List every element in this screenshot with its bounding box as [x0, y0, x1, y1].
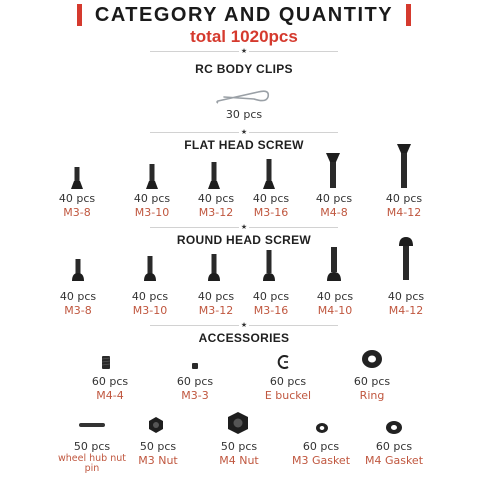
item-label: M4 Nut [219, 454, 259, 467]
item-label: M4 Gasket [364, 454, 424, 467]
item-label: M3-10 [132, 304, 168, 317]
item-label: M3-3 [181, 389, 209, 402]
item-label: M3 Nut [138, 454, 178, 467]
item-label: E buckel [264, 389, 312, 402]
washer-icon [385, 420, 403, 435]
item-qty: 40 pcs [133, 192, 171, 205]
item-qty: 60 pcs [302, 440, 340, 453]
divider-star: ★ [240, 128, 248, 136]
round-head-screw-icon [207, 252, 221, 282]
round-head-screw-icon [71, 257, 85, 282]
item-qty: 50 pcs [220, 440, 258, 453]
item-qty: 40 pcs [59, 290, 97, 303]
flat-head-screw-icon [207, 160, 221, 190]
item-qty: 40 pcs [252, 192, 290, 205]
flat-head-screw-icon [325, 152, 341, 190]
section-title-rc-body-clips: RC BODY CLIPS [195, 62, 293, 76]
item-label: M4-4 [96, 389, 124, 402]
item-label: M4-12 [386, 206, 422, 219]
divider-star: ★ [240, 321, 248, 329]
item-label: M3-16 [253, 206, 289, 219]
item-qty: 40 pcs [385, 192, 423, 205]
divider-star: ★ [240, 47, 248, 55]
round-head-screw-icon [262, 249, 276, 282]
item-qty: 50 pcs [139, 440, 177, 453]
section-title-accessories: ACCESSORIES [198, 331, 290, 345]
lock-nut-icon [227, 411, 249, 435]
divider-star: ★ [240, 223, 248, 231]
ring-icon [360, 348, 384, 370]
item-qty: 40 pcs [197, 192, 235, 205]
item-qty: 40 pcs [197, 290, 235, 303]
item-label: Ring [359, 389, 385, 402]
item-qty: 40 pcs [315, 192, 353, 205]
flat-head-screw-icon [396, 143, 412, 190]
item-qty: 60 pcs [91, 375, 129, 388]
item-label: M3 Gasket [291, 454, 351, 467]
item-qty: 60 pcs [353, 375, 391, 388]
page-title: CATEGORY AND QUANTITY [94, 4, 394, 26]
item-label: M3-16 [253, 304, 289, 317]
round-head-screw-icon [326, 246, 342, 282]
round-head-screw-icon [143, 254, 157, 282]
set-screw-icon [101, 355, 111, 370]
section-title-round-head-screw: ROUND HEAD SCREW [176, 233, 312, 247]
body-clip-icon [214, 85, 274, 107]
item-label: M4-8 [320, 206, 348, 219]
item-qty: 40 pcs [58, 192, 96, 205]
item-qty: 30 pcs [225, 108, 263, 121]
item-qty: 40 pcs [316, 290, 354, 303]
set-screw-icon [191, 362, 199, 370]
flat-head-screw-icon [70, 165, 84, 190]
item-label: M4-10 [317, 304, 353, 317]
e-clip-icon [276, 354, 292, 370]
washer-icon [315, 422, 329, 434]
total-count: total 1020pcs [190, 27, 298, 46]
item-label: M3-12 [198, 206, 234, 219]
item-qty: 60 pcs [176, 375, 214, 388]
item-label: wheel hub nut pin [58, 453, 126, 474]
item-qty: 50 pcs [73, 440, 111, 453]
item-label: M3-8 [64, 304, 92, 317]
item-qty: 40 pcs [252, 290, 290, 303]
flat-head-screw-icon [262, 158, 276, 190]
hub-pin-icon [78, 421, 106, 429]
round-head-screw-icon [398, 236, 414, 282]
item-qty: 60 pcs [269, 375, 307, 388]
item-qty: 60 pcs [375, 440, 413, 453]
lock-nut-icon [148, 416, 164, 434]
item-qty: 40 pcs [387, 290, 425, 303]
section-title-flat-head-screw: FLAT HEAD SCREW [184, 138, 304, 152]
item-label: M4-12 [388, 304, 424, 317]
item-qty: 40 pcs [131, 290, 169, 303]
item-label: M3-8 [63, 206, 91, 219]
item-label: M3-10 [134, 206, 170, 219]
flat-head-screw-icon [145, 162, 159, 190]
item-label: M3-12 [198, 304, 234, 317]
